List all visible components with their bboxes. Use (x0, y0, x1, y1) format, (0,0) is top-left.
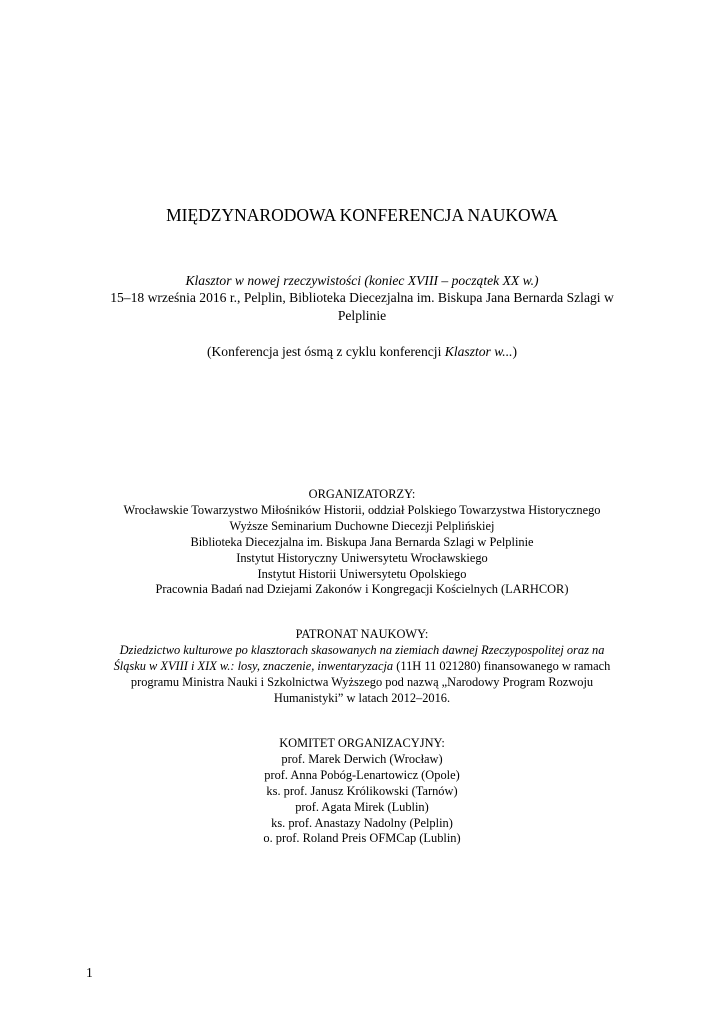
organizer-item: Biblioteka Diecezjalna im. Biskupa Jana Bernarda Szlagi w Pelplinie (190, 534, 534, 549)
organizer-item: Instytut Historii Uniwersytetu Opolskiego (257, 566, 467, 581)
patronage-line-4: Humanistyki” w latach 2012–2016. (273, 690, 451, 705)
patronage-project-title-end: Śląsku w XVIII i XIX w.: losy, znaczenie, inwentaryzacja (113, 658, 394, 673)
series-prefix: (Konferencja jest ósmą z cyklu konferencji (206, 344, 445, 359)
organizers-section (60, 487, 664, 598)
series-note-line (60, 343, 664, 360)
series-suffix: ) (512, 344, 518, 359)
patronage-line-3: programu Ministra Nauki i Szkolnictwa Wyższego pod nazwą „Narodowy Program Rozwoju (130, 674, 594, 689)
conference-series-note (60, 343, 664, 360)
organizers-heading: ORGANIZATORZY: (308, 487, 416, 501)
organizer-item: Wyższe Seminarium Duchowne Diecezji Pelplińskiej (229, 518, 495, 533)
conference-heading (60, 204, 664, 226)
patronage-line-1: Dziedzictwo kulturowe po klasztorach skasowanych na ziemiach dawnej Rzeczypospolitej oraz na (119, 642, 605, 657)
conference-name: Klasztor w nowej rzeczywistości (koniec XVIII – początek XX w.) (185, 273, 539, 288)
committee-member: prof. Marek Derwich (Wrocław) (281, 751, 443, 766)
series-title: Klasztor w... (444, 344, 513, 359)
conference-info (60, 272, 664, 324)
conference-details-line-1: 15–18 września 2016 r., Pelplin, Biblioteka Diecezjalna im. Biskupa Jana Bernarda Szlagi w (110, 290, 614, 306)
committee-heading: KOMITET ORGANIZACYJNY: (279, 736, 445, 750)
committee-member: o. prof. Roland Preis OFMCap (Lublin) (263, 831, 461, 846)
patronage-section (60, 627, 664, 707)
patronage-heading: PATRONAT NAUKOWY: (295, 627, 429, 641)
committee-member: ks. prof. Janusz Królikowski (Tarnów) (266, 783, 458, 798)
conference-details-line-2: Pelplinie (337, 307, 387, 323)
page-number: 1 (86, 965, 93, 980)
committee-section (60, 736, 664, 847)
patronage-grant-info: (11H 11 021280) finansowanego w ramach (393, 658, 611, 673)
committee-member: prof. Anna Pobóg-Lenartowicz (Opole) (264, 767, 460, 782)
organizer-item: Instytut Historyczny Uniwersytetu Wrocławskiego (236, 550, 488, 565)
committee-member: ks. prof. Anastazy Nadolny (Pelplin) (271, 815, 453, 830)
patronage-line-2 (60, 659, 664, 675)
organizer-item: Pracownia Badań nad Dziejami Zakonów i Kongregacji Kościelnych (LARHCOR) (155, 582, 569, 597)
committee-member: prof. Agata Mirek (Lublin) (295, 799, 429, 814)
organizer-item: Wrocławskie Towarzystwo Miłośników Historii, oddział Polskiego Towarzystwa Historycznego (123, 502, 601, 517)
page-title: MIĘDZYNARODOWA KONFERENCJA NAUKOWA (166, 205, 558, 225)
